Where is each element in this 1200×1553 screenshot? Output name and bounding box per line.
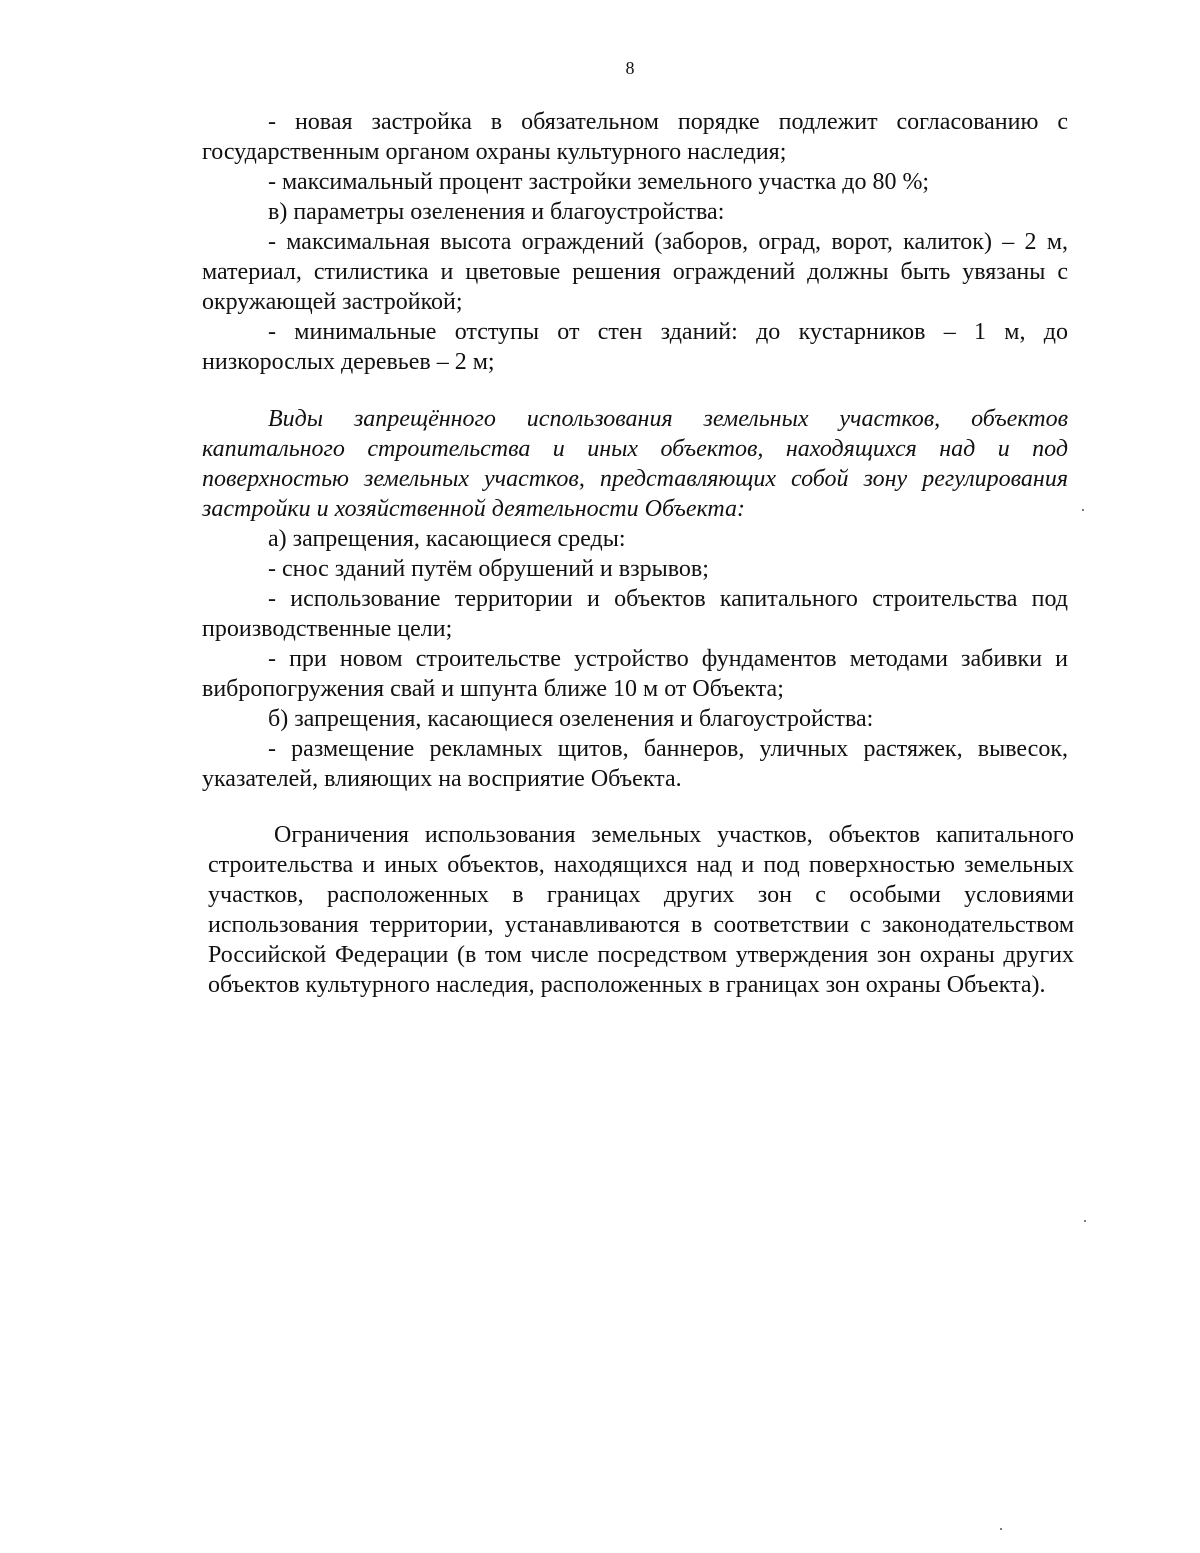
paragraph-foundation-methods: - при новом строительстве устройство фундаментов методами забивки и вибропогружения свай и шпунта ближе 10 м от Объекта; bbox=[202, 646, 1068, 702]
regulations-continued bbox=[202, 107, 1068, 377]
paragraph-greening-parameters: в) параметры озеленения и благоустройства: bbox=[268, 199, 725, 225]
paragraph-environment-prohibitions: а) запрещения, касающиеся среды: bbox=[268, 526, 626, 552]
paragraph-new-construction: - новая застройка в обязательном порядке подлежит согласованию с государственным органом охраны культурного наследия; bbox=[202, 109, 1068, 165]
paragraph-other-zone-restrictions: Ограничения использования земельных участков, объектов капитального строительства и иных объектов, находящихся над и под поверхностью земельных участков, расположенных в границах других зон с особыми условиями использования территории, устанавливаются в соответствии с законодательством Российской Федерации (в том числе посредством утверждения зон охраны других объектов культурного наследия, расположенных в границах зон охраны Объекта). bbox=[208, 822, 1074, 998]
paragraph-max-building-percent: - максимальный процент застройки земельного участка до 80 %; bbox=[268, 169, 930, 195]
paragraph-min-setbacks: - минимальные отступы от стен зданий: до кустарников – 1 м, до низкорослых деревьев – 2 м; bbox=[202, 319, 1068, 375]
scan-speck bbox=[1000, 1528, 1002, 1530]
paragraph-landscaping-prohibitions: б) запрещения, касающиеся озеленения и благоустройства: bbox=[268, 706, 874, 732]
paragraph-demolition: - снос зданий путём обрушений и взрывов; bbox=[268, 556, 709, 582]
paragraph-industrial-use: - использование территории и объектов капитального строительства под производственные цели; bbox=[202, 586, 1068, 642]
scan-speck bbox=[1084, 1220, 1086, 1222]
prohibited-uses-section bbox=[202, 404, 1068, 794]
page-number: 8 bbox=[625, 58, 635, 78]
scan-speck bbox=[1082, 509, 1084, 511]
restrictions-section bbox=[208, 820, 1074, 1000]
paragraph-fence-height: - максимальная высота ограждений (заборов, оград, ворот, калиток) – 2 м, материал, стилистика и цветовые решения ограждений должны быть увязаны с окружающей застройкой; bbox=[202, 229, 1068, 315]
section-heading-prohibited-uses: Виды запрещённого использования земельных участков, объектов капитального строительства и иных объектов, находящихся над и под поверхностью земельных участков, представляющих собой зону регулирования застройки и хозяйственной деятельности Объекта: bbox=[202, 406, 1068, 522]
paragraph-advertising: - размещение рекламных щитов, баннеров, уличных растяжек, вывесок, указателей, влияющих на восприятие Объекта. bbox=[202, 736, 1068, 792]
